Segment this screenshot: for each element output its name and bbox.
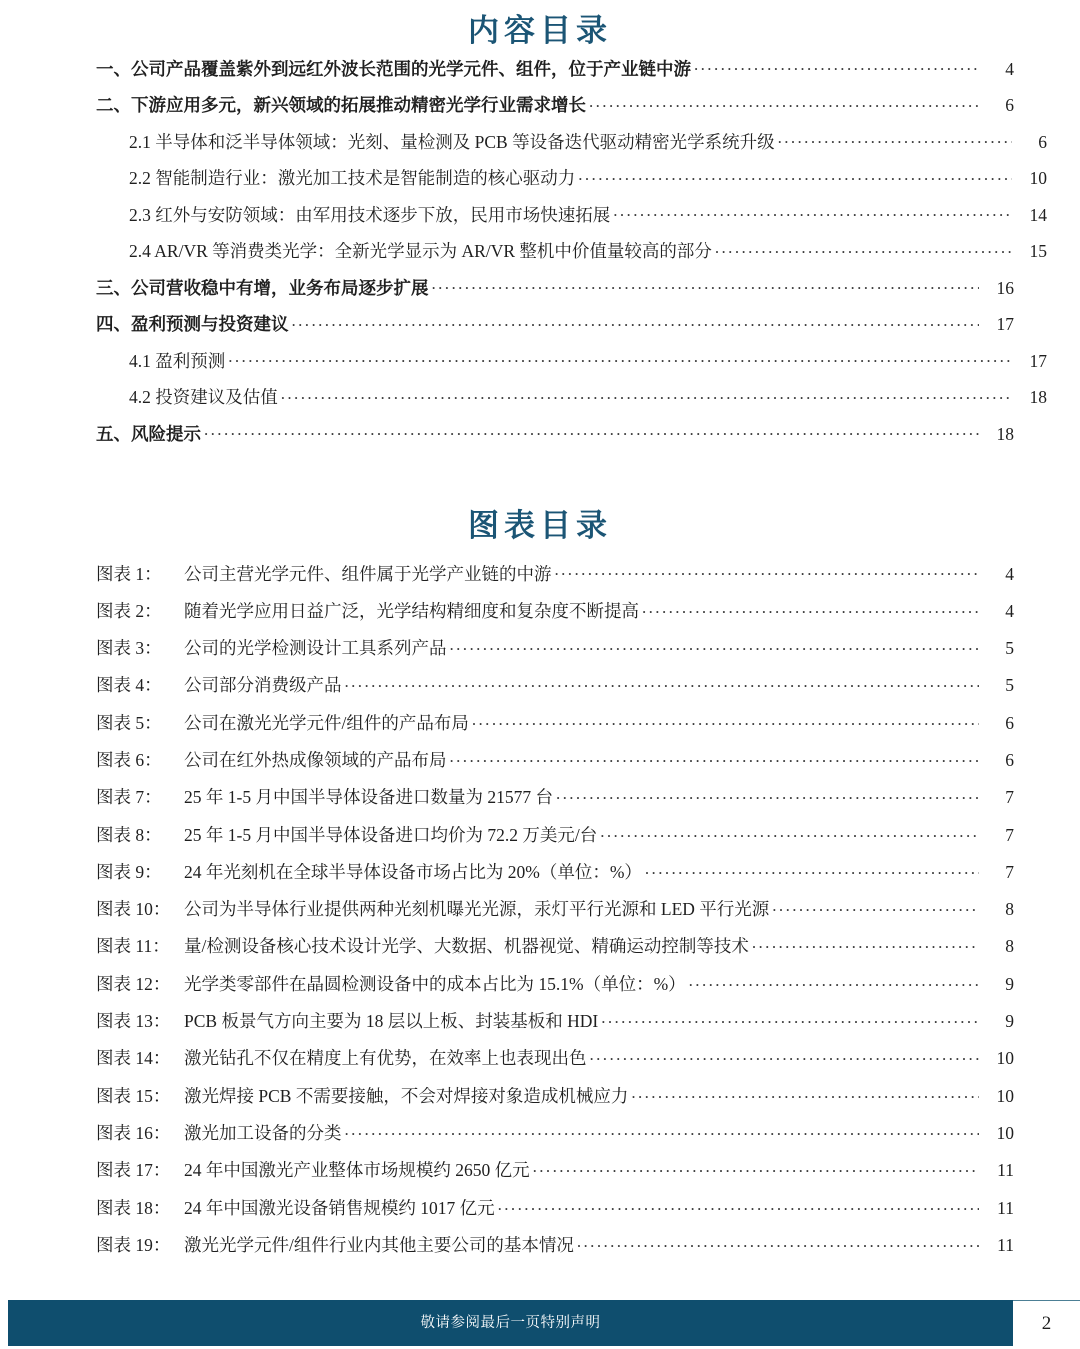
figure-entry-index: 图表 1： <box>96 563 162 584</box>
figure-leader-dots <box>450 637 980 655</box>
toc-entry-page-number: 17 <box>996 314 1014 334</box>
figure-entry-title: 光学类零部件在晶圆检测设备中的成本占比为 15.1%（单位：%） <box>184 973 686 994</box>
figure-entry-index: 图表 7： <box>96 787 162 808</box>
figure-leader-dots <box>590 1047 980 1065</box>
figure-entry-page-number: 6 <box>1005 749 1014 770</box>
figure-entry-index: 图表 2： <box>96 600 162 621</box>
figure-entry[interactable] <box>96 1233 1014 1270</box>
figure-leader-dots <box>577 1233 979 1251</box>
figure-entry[interactable] <box>96 972 1014 1009</box>
figure-entry-index: 图表 17： <box>96 1160 171 1181</box>
figure-entry[interactable] <box>96 674 1014 711</box>
toc-entry-label: 4.1 盈利预测 <box>129 350 226 371</box>
figure-leader-dots <box>645 860 979 878</box>
figure-entry-page-number: 8 <box>1005 899 1014 920</box>
figure-entry[interactable] <box>96 860 1014 897</box>
figure-entry-index: 图表 3： <box>96 638 162 659</box>
figure-entry-title: 公司在激光光学元件/组件的产品布局 <box>184 712 469 733</box>
figure-entry-page-number: 5 <box>1005 638 1014 659</box>
toc-entry-page-number: 6 <box>1038 131 1047 152</box>
figure-leader-dots <box>472 711 979 729</box>
toc-leader-dots <box>432 276 980 294</box>
figure-leader-dots <box>450 748 980 766</box>
figure-entry-title: 24 年光刻机在全球半导体设备市场占比为 20%（单位：%） <box>184 861 642 882</box>
figure-entry-index: 图表 9： <box>96 861 162 882</box>
footer-page-number-box <box>1013 1300 1080 1347</box>
figure-leader-dots <box>556 786 979 804</box>
figure-entry-index: 图表 13： <box>96 1011 171 1032</box>
figure-entry-title: 公司部分消费级产品 <box>184 675 342 696</box>
toc-entry[interactable] <box>96 349 1047 386</box>
figure-leader-dots <box>689 972 979 990</box>
figure-entry-page-number: 10 <box>996 1122 1014 1143</box>
toc-entry[interactable] <box>96 167 1047 204</box>
figure-entry-page-number: 7 <box>1005 861 1014 882</box>
figure-leader-dots <box>601 1010 979 1028</box>
figure-entry[interactable] <box>96 1121 1014 1158</box>
figure-index-list <box>96 562 1014 1271</box>
figure-entry-index: 图表 16： <box>96 1122 171 1143</box>
figure-entry[interactable] <box>96 1196 1014 1233</box>
figure-entry-index: 图表 12： <box>96 973 171 994</box>
toc-entry[interactable] <box>96 57 1014 94</box>
toc-entry[interactable] <box>96 313 1014 350</box>
figure-entry-title: 公司为半导体行业提供两种光刻机曝光光源，汞灯平行光源和 LED 平行光源 <box>184 899 770 920</box>
figure-entry-page-number: 4 <box>1005 600 1014 621</box>
toc-entry-page-number: 18 <box>996 423 1014 444</box>
toc-entry-label: 二、下游应用多元，新兴领域的拓展推动精密光学行业需求增长 <box>96 95 586 115</box>
toc-entry-page-number: 10 <box>1029 168 1047 188</box>
toc-entry-page-number: 17 <box>1029 350 1047 371</box>
toc-entry-label: 2.4 AR/VR 等消费类光学：全新光学显示为 AR/VR 整机中价值量较高的部分 <box>129 241 712 261</box>
toc-leader-dots <box>694 57 979 75</box>
figure-entry-page-number: 11 <box>997 1234 1014 1255</box>
figure-entry-title: 量/检测设备核心技术设计光学、大数据、机器视觉、精确运动控制等技术 <box>184 936 749 957</box>
figure-entry-page-number: 11 <box>997 1160 1014 1181</box>
figure-leader-dots <box>498 1196 979 1214</box>
figure-entry-page-number: 9 <box>1005 1011 1014 1032</box>
figure-entry[interactable] <box>96 1159 1014 1196</box>
figure-leader-dots <box>555 562 980 580</box>
figure-entry-title: 激光钻孔不仅在精度上有优势，在效率上也表现出色 <box>184 1048 587 1069</box>
figure-entry-page-number: 8 <box>1005 936 1014 957</box>
toc-entry-label: 2.1 半导体和泛半导体领域：光刻、量检测及 PCB 等设备迭代驱动精密光学系统升级 <box>129 131 775 152</box>
table-of-contents-list <box>96 57 1047 459</box>
figure-entry-page-number: 9 <box>1005 973 1014 994</box>
toc-entry[interactable] <box>96 130 1047 167</box>
figure-leader-dots <box>631 1084 979 1102</box>
toc-entry[interactable] <box>96 94 1014 131</box>
figure-entry[interactable] <box>96 637 1014 674</box>
toc-leader-dots <box>292 313 980 331</box>
toc-entry-page-number: 14 <box>1029 204 1047 225</box>
figure-entry-title: 激光加工设备的分类 <box>184 1122 342 1143</box>
figure-entry-title: PCB 板景气方向主要为 18 层以上板、封装基板和 HDI <box>184 1011 599 1032</box>
footer-page-number: 2 <box>1041 1313 1052 1334</box>
toc-entry-label: 三、公司营收稳中有增，业务布局逐步扩展 <box>96 277 429 298</box>
toc-leader-dots <box>228 349 1012 367</box>
figure-entry-title: 激光光学元件/组件行业内其他主要公司的基本情况 <box>184 1234 574 1255</box>
toc-entry[interactable] <box>96 422 1014 459</box>
toc-entry-label: 2.3 红外与安防领域：由军用技术逐步下放，民用市场快速拓展 <box>129 204 611 225</box>
figures-heading: 图表目录 <box>468 508 612 543</box>
figure-entry-title: 公司在红外热成像领域的产品布局 <box>184 749 447 770</box>
footer-bar <box>8 1300 1013 1346</box>
figure-entry[interactable] <box>96 711 1014 748</box>
figure-entry-page-number: 10 <box>996 1048 1014 1069</box>
figure-entry-title: 25 年 1-5 月中国半导体设备进口均价为 72.2 万美元/台 <box>184 824 598 845</box>
toc-entry-page-number: 18 <box>1029 387 1047 407</box>
figure-entry[interactable] <box>96 599 1014 636</box>
figure-leader-dots <box>642 599 979 617</box>
figure-entry[interactable] <box>96 786 1014 823</box>
figure-entry-title: 公司的光学检测设计工具系列产品 <box>184 638 447 659</box>
toc-heading: 内容目录 <box>468 13 612 48</box>
figure-entry-title: 随着光学应用日益广泛，光学结构精细度和复杂度不断提高 <box>184 600 639 621</box>
toc-entry-label: 2.2 智能制造行业：激光加工技术是智能制造的核心驱动力 <box>129 168 576 188</box>
toc-entry[interactable] <box>96 203 1047 240</box>
figure-leader-dots <box>752 935 979 953</box>
toc-leader-dots <box>589 94 979 112</box>
figure-entry-index: 图表 8： <box>96 824 162 845</box>
figure-entry-index: 图表 6： <box>96 749 162 770</box>
figure-entry-index: 图表 4： <box>96 675 162 696</box>
toc-entry-page-number: 6 <box>1005 95 1014 115</box>
toc-entry-page-number: 16 <box>996 277 1014 298</box>
figure-entry-index: 图表 15： <box>96 1085 171 1106</box>
figure-entry[interactable] <box>96 1010 1014 1047</box>
toc-leader-dots <box>715 240 1012 258</box>
figure-entry-title: 激光焊接 PCB 不需要接触，不会对焊接对象造成机械应力 <box>184 1085 629 1106</box>
toc-entry-page-number: 4 <box>1005 58 1014 79</box>
figure-entry[interactable] <box>96 823 1014 860</box>
page-footer <box>0 1297 1080 1349</box>
figure-entry[interactable] <box>96 562 1014 599</box>
figure-entry-page-number: 7 <box>1005 787 1014 808</box>
toc-leader-dots <box>778 130 1012 148</box>
toc-entry[interactable] <box>96 386 1047 423</box>
figure-entry-title: 24 年中国激光设备销售规模约 1017 亿元 <box>184 1197 495 1218</box>
figure-entry-title: 公司主营光学元件、组件属于光学产业链的中游 <box>184 563 552 584</box>
toc-entry[interactable] <box>96 276 1014 313</box>
figure-entry[interactable] <box>96 935 1014 972</box>
figure-entry-index: 图表 5： <box>96 712 162 733</box>
figure-entry-page-number: 6 <box>1005 712 1014 733</box>
figure-entry-page-number: 10 <box>996 1085 1014 1106</box>
figure-entry-index: 图表 19： <box>96 1234 171 1255</box>
figure-leader-dots <box>345 674 980 692</box>
toc-leader-dots <box>613 203 1012 221</box>
figure-entry-title: 25 年 1-5 月中国半导体设备进口数量为 21577 台 <box>184 787 553 808</box>
toc-entry-label: 四、盈利预测与投资建议 <box>96 314 289 334</box>
toc-entry-label: 一、公司产品覆盖紫外到远红外波长范围的光学元件、组件，位于产业链中游 <box>96 58 691 79</box>
figure-entry-index: 图表 10： <box>96 899 171 920</box>
figure-entry-index: 图表 11： <box>96 936 170 957</box>
figure-entry-page-number: 11 <box>997 1197 1014 1218</box>
figure-entry[interactable] <box>96 748 1014 785</box>
toc-entry-label: 五、风险提示 <box>96 423 201 444</box>
figure-entry-page-number: 7 <box>1005 824 1014 845</box>
toc-entry-label: 4.2 投资建议及估值 <box>129 387 278 407</box>
figure-entry-title: 24 年中国激光产业整体市场规模约 2650 亿元 <box>184 1160 530 1181</box>
figure-leader-dots <box>533 1159 979 1177</box>
toc-entry-page-number: 15 <box>1029 241 1047 261</box>
footer-disclaimer-text: 敬请参阅最后一页特别声明 <box>420 1315 601 1331</box>
figure-entry[interactable] <box>96 1084 1014 1121</box>
figure-entry-page-number: 5 <box>1005 675 1014 696</box>
figure-entry-index: 图表 18： <box>96 1197 171 1218</box>
toc-leader-dots <box>204 422 979 440</box>
toc-entry[interactable] <box>96 240 1047 277</box>
toc-leader-dots <box>281 386 1012 404</box>
figure-leader-dots <box>600 823 979 841</box>
figure-leader-dots <box>345 1121 980 1139</box>
toc-leader-dots <box>578 167 1012 185</box>
figure-entry[interactable] <box>96 898 1014 935</box>
figure-entry-index: 图表 14： <box>96 1048 171 1069</box>
figure-leader-dots <box>772 898 979 916</box>
figure-entry[interactable] <box>96 1047 1014 1084</box>
figure-entry-page-number: 4 <box>1005 563 1014 584</box>
